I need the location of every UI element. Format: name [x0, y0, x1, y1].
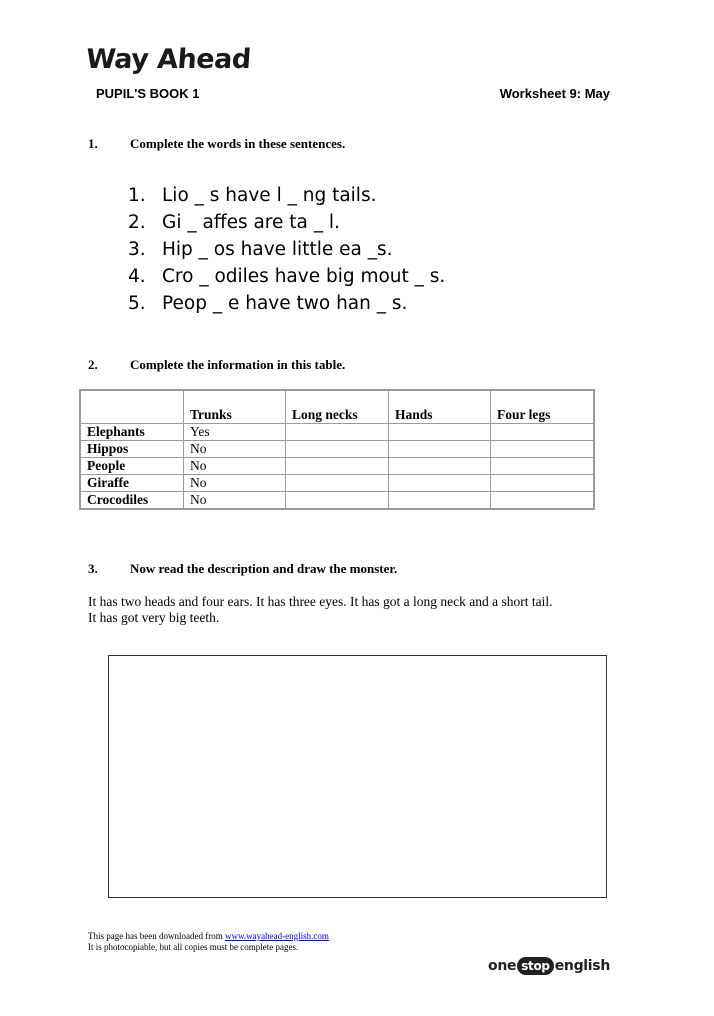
footer-line-2: It is photocopiable, but all copies must be complete pages.	[88, 942, 299, 952]
table-row	[80, 441, 594, 458]
table-header-cell: Hands	[389, 390, 491, 424]
table-cell: No	[184, 475, 286, 492]
table-row-label: Elephants	[80, 424, 184, 441]
table-cell	[491, 475, 595, 492]
table-header-cell: Long necks	[286, 390, 389, 424]
footer-link[interactable]: www.wayahead-english.com	[224, 931, 329, 941]
description-line: It has got very big teeth.	[88, 610, 220, 625]
section-2-title: Complete the information in this table.	[130, 357, 346, 372]
section-1-number: 1.	[88, 136, 98, 151]
table-header-cell	[80, 390, 184, 424]
table-cell	[389, 441, 491, 458]
table-cell	[389, 458, 491, 475]
sentence-item	[128, 209, 445, 236]
sentence-text: Lio _ s have l _ ng tails.	[162, 185, 377, 206]
sentence-list	[128, 182, 445, 317]
section-2-number: 2.	[88, 357, 98, 372]
sentence-item	[128, 263, 445, 290]
sentence-text: Peop _ e have two han _ s.	[162, 293, 408, 314]
info-table	[79, 389, 595, 510]
sentence-item	[128, 236, 445, 263]
sentence-number: 5.	[128, 293, 146, 314]
footer-line-1	[88, 931, 329, 942]
sentence-item	[128, 182, 445, 209]
sentence-text: Cro _ odiles have big mout _ s.	[162, 266, 446, 287]
sentence-number: 1.	[128, 185, 146, 206]
sentence-text: Hip _ os have little ea _s.	[162, 239, 393, 260]
sentence-item	[128, 290, 445, 317]
section-1-title: Complete the words in these sentences.	[130, 136, 346, 151]
section-3-number: 3.	[88, 561, 98, 576]
section-3-title: Now read the description and draw the monster.	[130, 561, 398, 576]
table-cell	[286, 475, 389, 492]
onestopenglish-logo	[488, 955, 610, 977]
table-cell	[286, 441, 389, 458]
table-header-row	[80, 390, 594, 424]
table-cell: No	[184, 458, 286, 475]
table-header-cell: Trunks	[184, 390, 286, 424]
table-row-label: Hippos	[80, 441, 184, 458]
table-row	[80, 424, 594, 441]
table-cell	[389, 475, 491, 492]
way-ahead-logo	[84, 40, 252, 84]
table-cell	[491, 492, 595, 510]
logo-part-english: english	[554, 958, 610, 974]
table-cell	[389, 424, 491, 441]
footer	[88, 931, 329, 953]
table-cell	[491, 458, 595, 475]
monster-description	[88, 594, 628, 626]
table-row-label: Giraffe	[80, 475, 184, 492]
footer-prefix: This page has been downloaded from	[88, 931, 225, 941]
table-cell	[491, 424, 595, 441]
table-row-label: People	[80, 458, 184, 475]
table-cell	[286, 424, 389, 441]
table-cell: No	[184, 441, 286, 458]
sentence-number: 4.	[128, 266, 146, 287]
book-label: PUPIL'S BOOK 1	[96, 86, 200, 101]
table-header-cell: Four legs	[491, 390, 595, 424]
table-cell	[491, 441, 595, 458]
logo-text: Way Ahead	[84, 44, 252, 75]
logo-part-one: one	[488, 958, 517, 974]
table-row	[80, 458, 594, 475]
table-row-label: Crocodiles	[80, 492, 184, 510]
sentence-number: 3.	[128, 239, 146, 260]
logo-part-stop: stop	[517, 957, 554, 975]
table-row	[80, 492, 594, 510]
table-cell	[286, 492, 389, 510]
table-cell: Yes	[184, 424, 286, 441]
table-cell	[389, 492, 491, 510]
table-cell	[286, 458, 389, 475]
sentence-number: 2.	[128, 212, 146, 233]
drawing-box[interactable]	[108, 655, 607, 898]
table-row	[80, 475, 594, 492]
description-line: It has two heads and four ears. It has three eyes. It has got a long neck and a short tail.	[88, 594, 553, 609]
sentence-text: Gi _ affes are ta _ l.	[162, 212, 340, 233]
worksheet-label: Worksheet 9: May	[499, 86, 610, 101]
table-cell: No	[184, 492, 286, 510]
